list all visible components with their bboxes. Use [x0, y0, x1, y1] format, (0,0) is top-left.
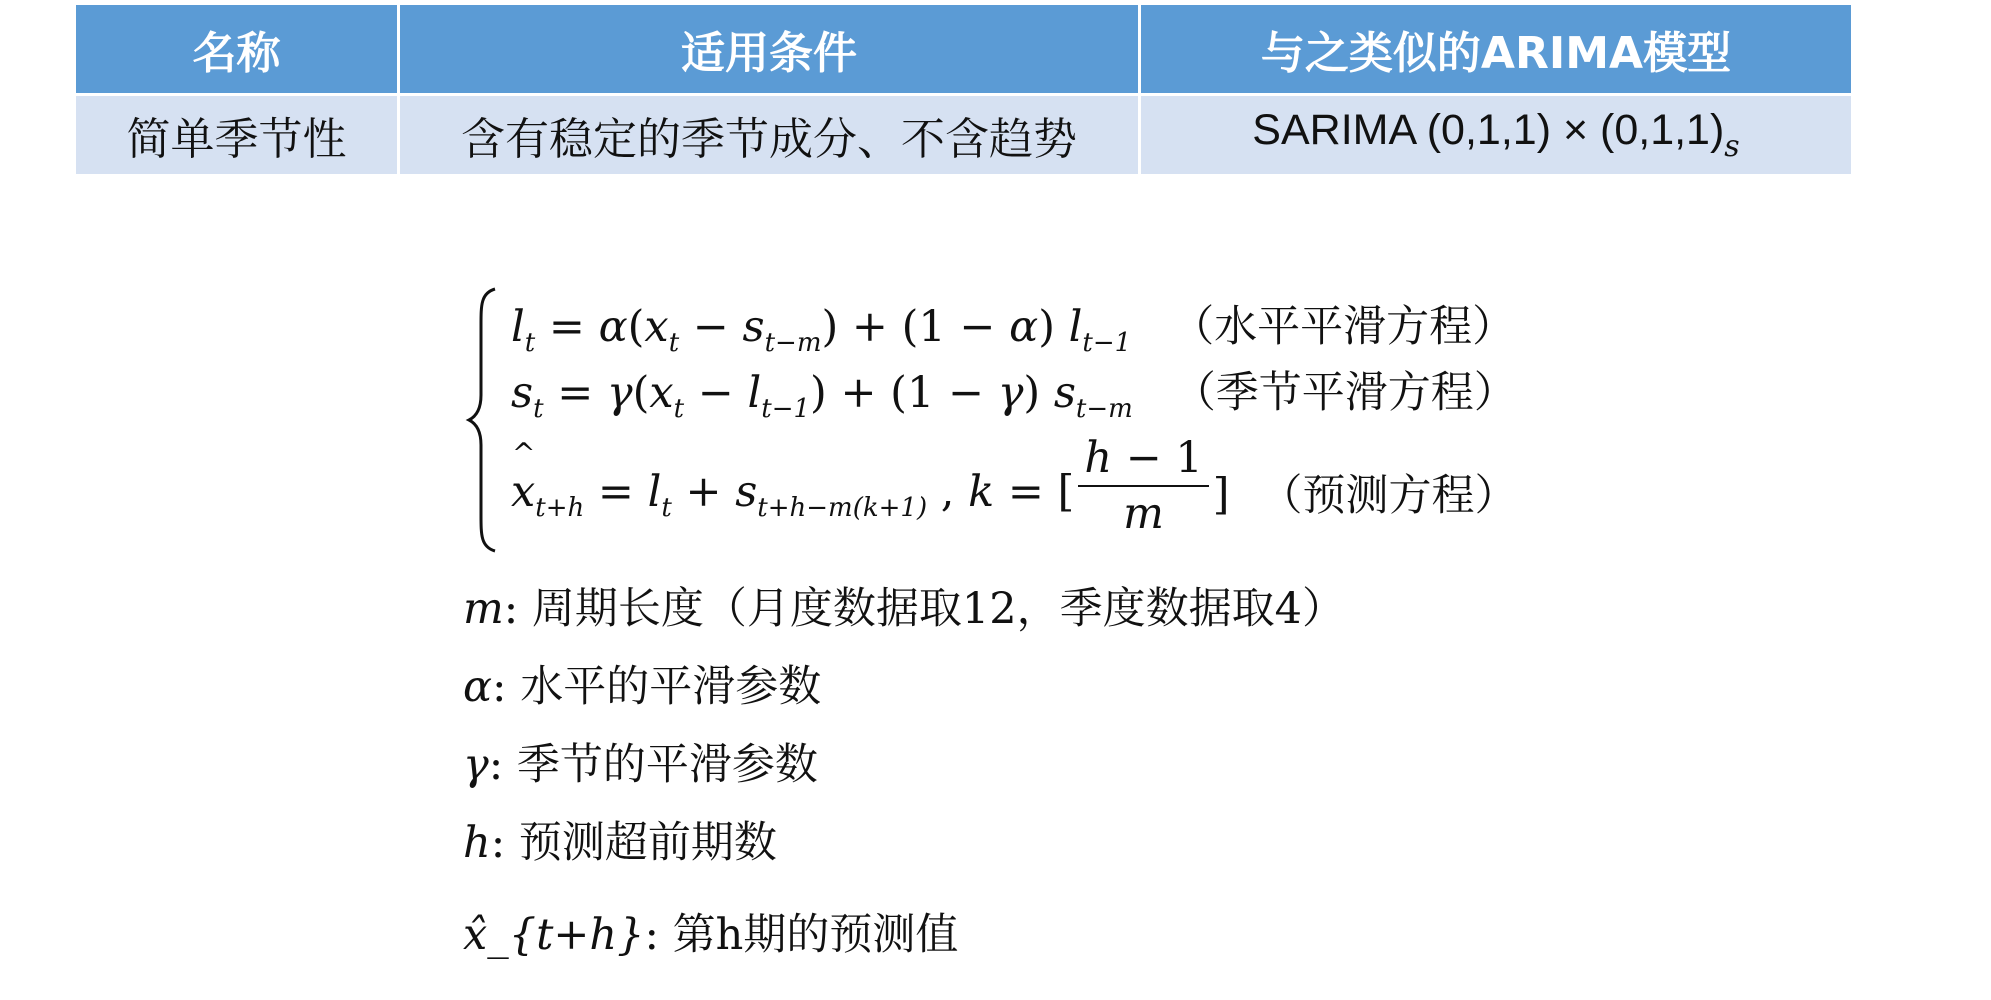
- fraction: $\frac{h - 1}{m}$: [1078, 433, 1208, 539]
- equation-level-label: （水平平滑方程）: [1171, 302, 1516, 352]
- equation-forecast-label: （预测方程）: [1259, 470, 1518, 521]
- definition-symbol: m: [463, 584, 504, 634]
- equation-forecast-formula: ^ $x_{t+h} = l_t + s_{t+h-m(k+1)}$ , k = [ $\frac{h - 1}{m}$ ]: [511, 433, 1230, 539]
- definition-alpha: [463, 653, 821, 714]
- definition-x-hat: [463, 901, 958, 962]
- equation-system: [465, 285, 1518, 555]
- definition-text: : 预测超前期数: [490, 818, 777, 868]
- model-main-text: SARIMA (0,1,1) × (0,1,1): [1252, 106, 1725, 154]
- cell-model: [1140, 95, 1853, 176]
- equation-level-row: [511, 293, 1515, 358]
- definition-symbol: α: [463, 662, 493, 712]
- equation-season-row: [511, 359, 1517, 424]
- equation-forecast-row: [511, 433, 1518, 539]
- model-table: [73, 2, 1854, 177]
- header-name: 名称: [75, 4, 399, 95]
- cell-name: 简单季节性: [75, 95, 399, 176]
- equation-season-formula: $s_t = \gamma(x_t - l_{t-1}) + (1 - \gamma)$ $s_{t-m}$: [511, 368, 1133, 424]
- definition-text: : 水平的平滑参数: [492, 662, 822, 712]
- definition-text: : 第h期的预测值: [644, 910, 959, 960]
- definition-text: : 季节的平滑参数: [488, 740, 818, 790]
- model-subscript: s: [1724, 129, 1740, 164]
- header-arima-model: 与之类似的ARIMA模型: [1140, 4, 1853, 95]
- definition-symbol: h: [463, 818, 491, 868]
- equation-level-formula: $l_t = \alpha(x_t - s_{t-m}) + (1 - \alpha)$ $l_{t-1}$: [511, 302, 1132, 358]
- definition-h: [463, 809, 777, 870]
- definition-symbol: γ: [463, 740, 489, 790]
- table-row: [75, 95, 1853, 176]
- equation-season-label: （季节平滑方程）: [1172, 368, 1517, 418]
- definition-m: [463, 575, 1345, 636]
- model-table-container: [73, 2, 1851, 177]
- table-header-row: [75, 4, 1853, 95]
- cell-condition: 含有稳定的季节成分、不含趋势: [399, 95, 1140, 176]
- definition-text: : 周期长度（月度数据取12，季度数据取4）: [503, 584, 1346, 634]
- header-condition: 适用条件: [399, 4, 1140, 95]
- left-brace-icon: [465, 285, 501, 555]
- definition-gamma: [463, 731, 818, 792]
- definition-symbol: x̂_{t+h}: [463, 910, 645, 960]
